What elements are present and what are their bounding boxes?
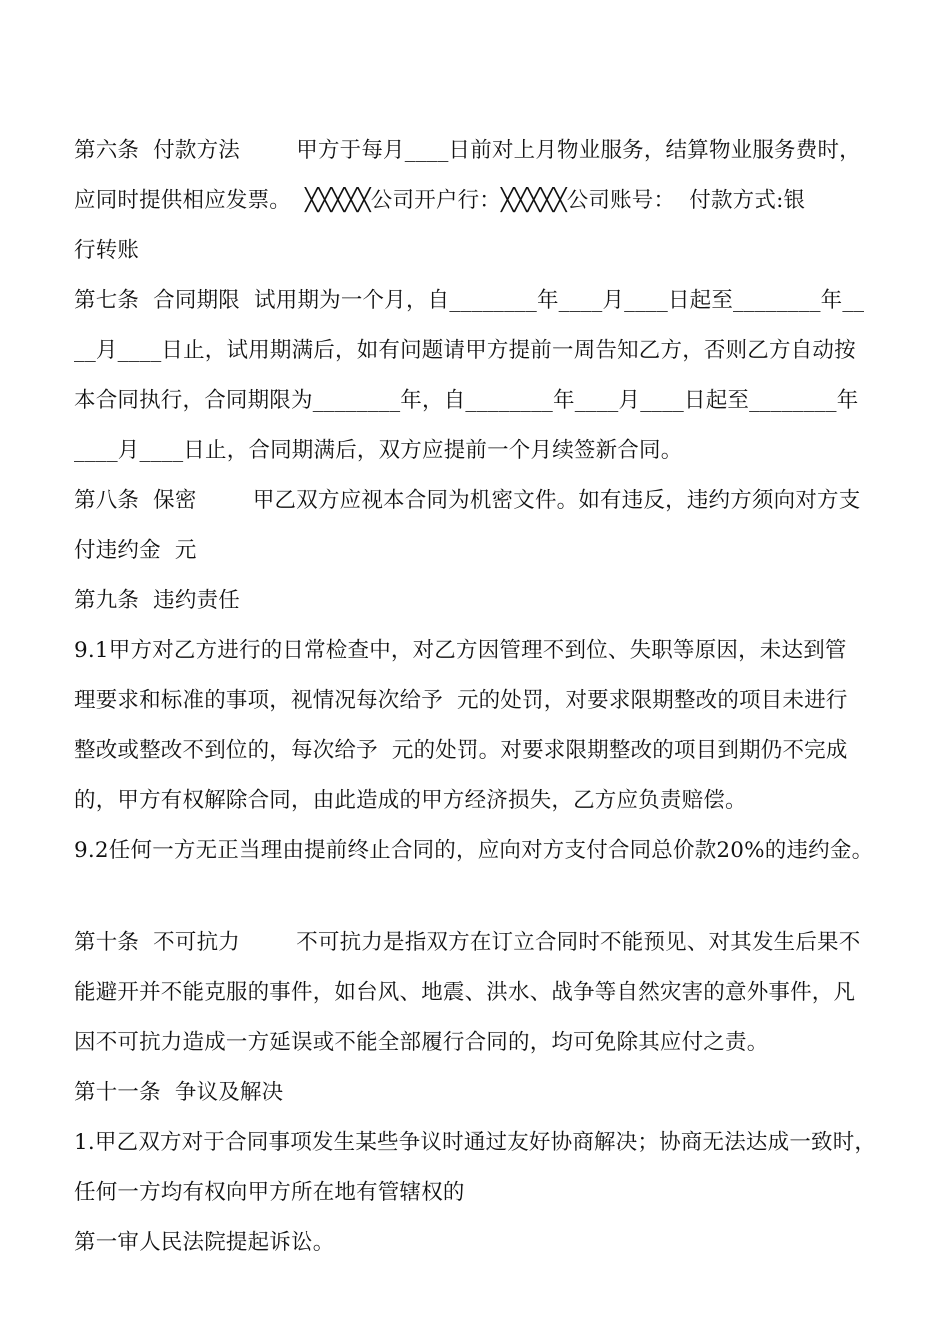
text-line: 行转账 xyxy=(74,238,140,263)
text-line: 第十一条 争议及解决 xyxy=(74,1080,284,1105)
text-line: 本合同执行，合同期限为________年，自________年____月____日起至________年 xyxy=(74,388,859,413)
text-line: 理要求和标准的事项，视情况每次给予 元的处罚，对要求限期整改的项目未进行 xyxy=(74,688,848,713)
text-line: __月____日止，试用期满后，如有问题请甲方提前一周告知乙方，否则乙方自动按 xyxy=(74,338,856,363)
text-line: 1.甲乙双方对于合同事项发生某些争议时通过友好协商解决；协商无法达成一致时， xyxy=(74,1130,877,1155)
text-line: 第六条 付款方法 甲方于每月____日前对上月物业服务，结算物业服务费时， xyxy=(74,138,861,163)
text-line: 应同时提供相应发票。 ╳╳╳╳╳公司开户行：╳╳╳╳╳公司账号： 付款方式:银 xyxy=(74,188,806,213)
text-line: 第一审人民法院提起诉讼。 xyxy=(74,1230,335,1255)
text-line: 第十条 不可抗力 不可抗力是指双方在订立合同时不能预见、对其发生后果不 xyxy=(74,930,861,955)
text-line: 整改或整改不到位的，每次给予 元的处罚。对要求限期整改的项目到期仍不完成 xyxy=(74,738,848,763)
text-line: ____月____日止，合同期满后，双方应提前一个月续签新合同。 xyxy=(74,438,683,463)
text-line: 第八条 保密 甲乙双方应视本合同为机密文件。如有违反，违约方须向对方支 xyxy=(74,488,861,513)
text-line: 9.1甲方对乙方进行的日常检查中，对乙方因管理不到位、失职等原因，未达到管 xyxy=(74,638,847,663)
text-line: 能避开并不能克服的事件，如台风、地震、洪水、战争等自然灾害的意外事件，凡 xyxy=(74,980,856,1005)
text-line: 任何一方均有权向甲方所在地有管辖权的 xyxy=(74,1180,465,1205)
text-line: 因不可抗力造成一方延误或不能全部履行合同的，均可免除其应付之责。 xyxy=(74,1030,769,1055)
text-line: 的，甲方有权解除合同，由此造成的甲方经济损失，乙方应负责赔偿。 xyxy=(74,788,747,813)
text-line: 9.2任何一方无正当理由提前终止合同的，应向对方支付合同总价款20%的违约金。 xyxy=(74,838,874,863)
text-line: 付违约金 元 xyxy=(74,538,197,563)
text-line: 第七条 合同期限 试用期为一个月，自________年____月____日起至________年__ xyxy=(74,288,865,313)
text-line: 第九条 违约责任 xyxy=(74,588,240,613)
